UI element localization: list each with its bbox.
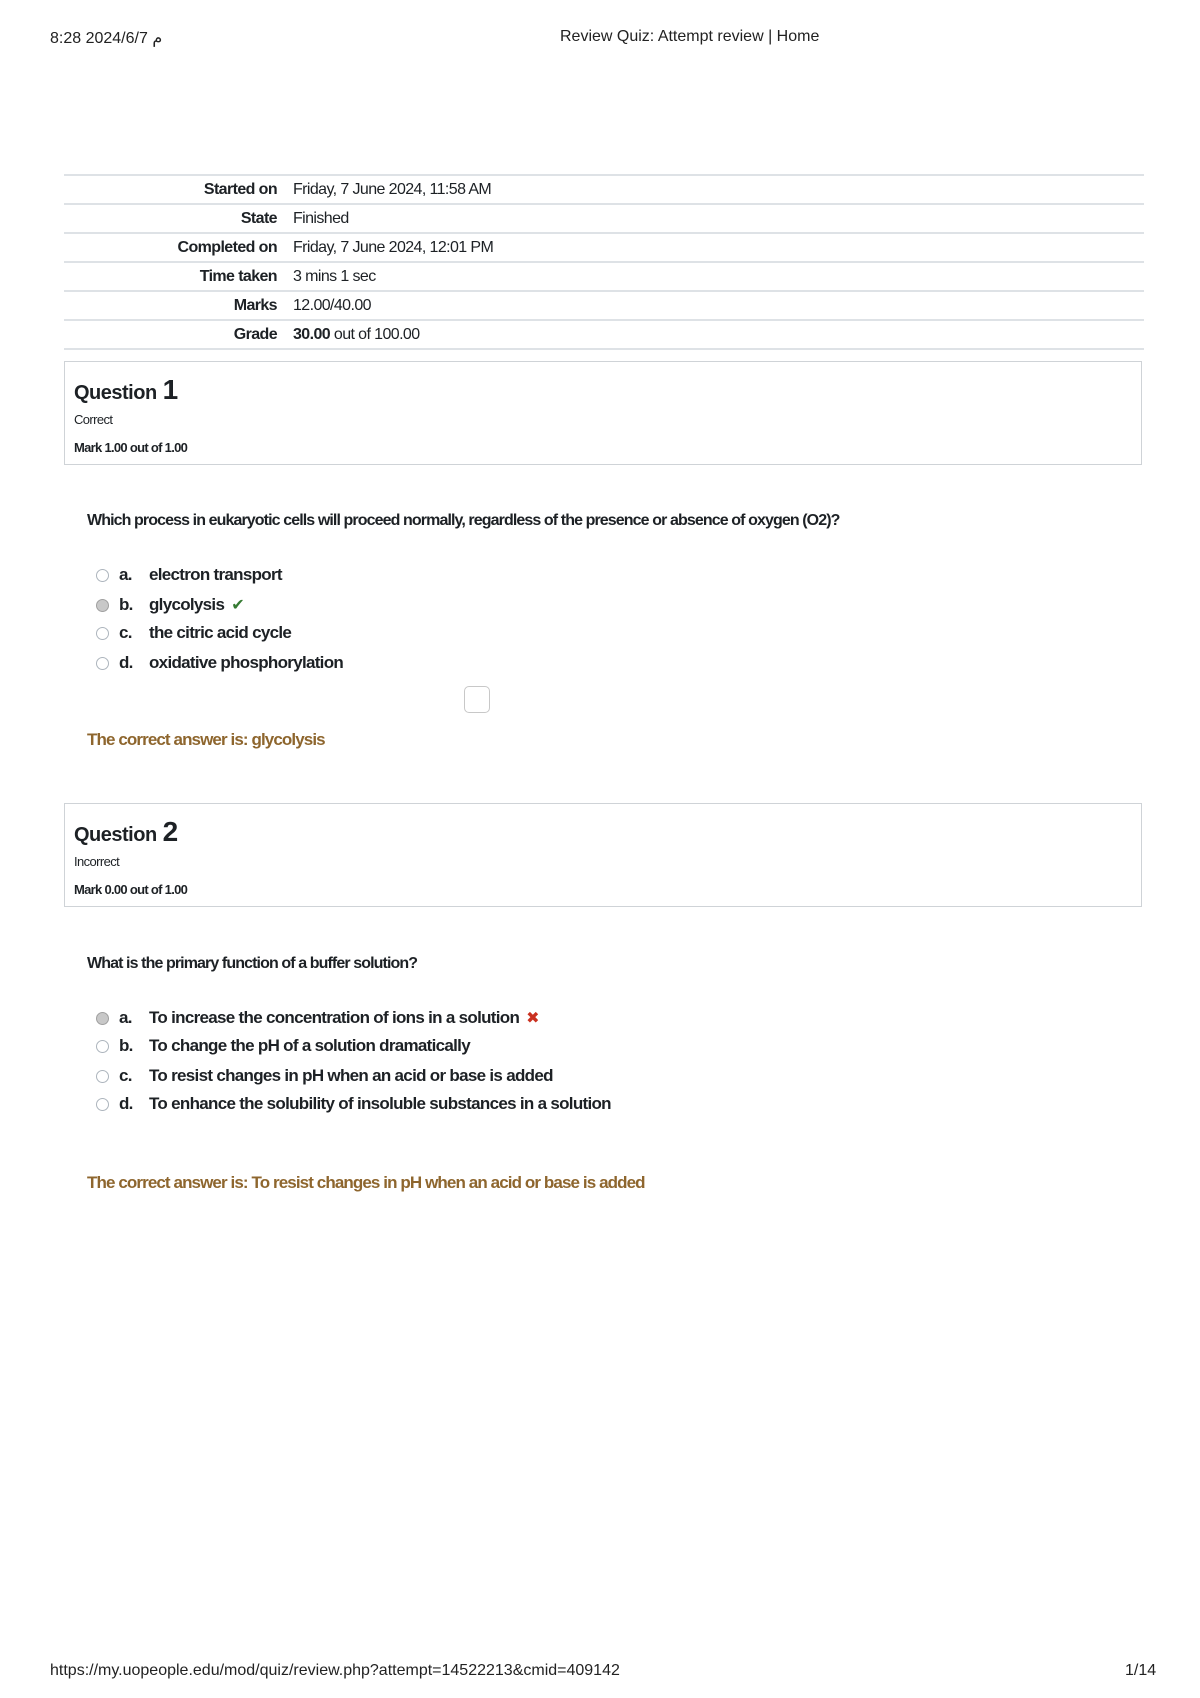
- question-number-value: 2: [162, 816, 178, 847]
- summary-row-marks: [64, 291, 1144, 320]
- option-label: glycolysis: [149, 595, 225, 614]
- option-letter: d.: [119, 653, 133, 672]
- grade-out-of: out of 100.00: [330, 325, 420, 343]
- radio-button[interactable]: [96, 1070, 109, 1083]
- question-mark: Mark 1.00 out of 1.00: [74, 440, 188, 455]
- print-page-number: 1/14: [1125, 1662, 1157, 1679]
- question-text: What is the primary function of a buffer solution?: [87, 955, 418, 972]
- radio-button-selected[interactable]: [96, 599, 109, 612]
- option-text: the citric acid cycle: [149, 623, 292, 642]
- question-info-box: [64, 361, 1142, 465]
- print-url: https://my.uopeople.edu/mod/quiz/review.php?attempt=14522213&cmid=409142: [50, 1662, 620, 1679]
- option-text: To change the pH of a solution dramatically: [149, 1036, 470, 1055]
- correct-answer-feedback: The correct answer is: To resist changes in pH when an acid or base is added: [87, 1173, 645, 1192]
- option-text: [149, 595, 244, 615]
- radio-button[interactable]: [96, 657, 109, 670]
- radio-button[interactable]: [96, 569, 109, 582]
- radio-button-selected[interactable]: [96, 1012, 109, 1025]
- summary-label: Completed on: [64, 233, 285, 262]
- summary-label: Time taken: [64, 262, 285, 291]
- option-letter: b.: [119, 595, 133, 614]
- summary-row-started: [64, 175, 1144, 204]
- summary-value: 3 mins 1 sec: [285, 262, 1144, 291]
- summary-label: Marks: [64, 291, 285, 320]
- cross-icon: ✖: [526, 1010, 539, 1027]
- summary-value: Friday, 7 June 2024, 11:58 AM: [285, 175, 1144, 204]
- option-letter: c.: [119, 1066, 132, 1085]
- summary-label: Grade: [64, 320, 285, 349]
- radio-button[interactable]: [96, 1098, 109, 1111]
- attempt-summary-table: [64, 174, 1144, 350]
- summary-row-completed: [64, 233, 1144, 262]
- option-letter: d.: [119, 1094, 133, 1113]
- question-state: Correct: [74, 412, 113, 427]
- option-label: To increase the concentration of ions in a solution: [149, 1008, 520, 1027]
- summary-row-state: [64, 204, 1144, 233]
- check-icon: ✔: [231, 597, 244, 614]
- option-letter: c.: [119, 623, 132, 642]
- option-text: To resist changes in pH when an acid or base is added: [149, 1066, 553, 1085]
- option-letter: a.: [119, 565, 132, 584]
- radio-button[interactable]: [96, 627, 109, 640]
- summary-row-time-taken: [64, 262, 1144, 291]
- option-text: [149, 1008, 539, 1028]
- question-number: [74, 374, 178, 406]
- summary-label: Started on: [64, 175, 285, 204]
- question-state: Incorrect: [74, 854, 120, 869]
- correct-answer-feedback: The correct answer is: glycolysis: [87, 730, 325, 749]
- summary-label: State: [64, 204, 285, 233]
- question-info-box: [64, 803, 1142, 907]
- option-text: oxidative phosphorylation: [149, 653, 344, 672]
- option-letter: b.: [119, 1036, 133, 1055]
- question-text: Which process in eukaryotic cells will proceed normally, regardless of the presence or absence of oxygen (O2)?: [87, 512, 840, 529]
- flag-checkbox[interactable]: [464, 686, 490, 713]
- summary-value: Finished: [285, 204, 1144, 233]
- grade-value: 30.00: [293, 325, 331, 343]
- option-text: electron transport: [149, 565, 282, 584]
- summary-value: [285, 320, 1144, 349]
- summary-value: 12.00/40.00: [285, 291, 1144, 320]
- radio-button[interactable]: [96, 1040, 109, 1053]
- summary-value: Friday, 7 June 2024, 12:01 PM: [285, 233, 1144, 262]
- question-mark: Mark 0.00 out of 1.00: [74, 882, 188, 897]
- summary-row-grade: [64, 320, 1144, 349]
- option-letter: a.: [119, 1008, 132, 1027]
- print-datetime: 8:28 2024/6/7 م: [50, 30, 163, 47]
- question-label: Question: [74, 382, 157, 404]
- option-text: To enhance the solubility of insoluble substances in a solution: [149, 1094, 611, 1113]
- print-page-title: Review Quiz: Attempt review | Home: [560, 28, 820, 45]
- question-number: [74, 816, 178, 848]
- question-label: Question: [74, 824, 157, 846]
- question-number-value: 1: [162, 374, 178, 405]
